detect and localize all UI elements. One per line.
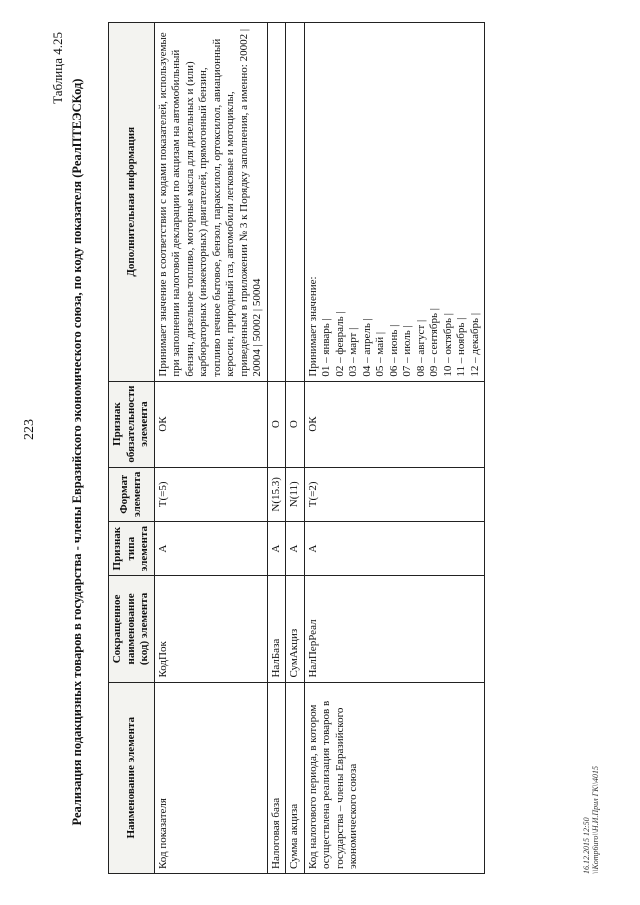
elements-table [108, 22, 485, 874]
month-item: 01 – январь | [320, 27, 334, 377]
month-item: 02 – февраль | [334, 27, 348, 377]
col-header-type: Признак типа элемента [109, 521, 155, 575]
cell-info-months [304, 23, 485, 382]
cell-name: Код налогового периода, в котором осуществлена реализация товаров в государства – члены Евразийского экономического союза [304, 682, 485, 873]
month-item: 10 – октябрь | [442, 27, 456, 377]
footer-path: \\Komp6uro\\Н.И.Прил ГК\\4015 [591, 766, 600, 874]
month-item: 06 – июнь | [388, 27, 402, 377]
col-header-name: Наименование элемента [109, 682, 155, 873]
cell-name: Налоговая база [267, 682, 286, 873]
col-header-required: Признак обязательности элемента [109, 381, 155, 467]
cell-name: Код показателя [154, 682, 267, 873]
cell-info: Принимает значение в соответствии с кодами показателей, используемые при заполнении налоговой декларации по акцизам на автомобильный бензин, дизельное топливо, моторные масла для дизельных и (или) карбюраторных (инжекторных) двигателей, прямогонный бензин, топливо печное бытовое, бензол, параксилол, ортоксилол, авиационный керосин, природный газ, автомобили легковые и мотоциклы, приведенным в приложении № 3 к Порядку заполнения, а именно: 20002 | 20004 | 50002 | 50004 [154, 23, 267, 382]
cell-type: А [267, 521, 286, 575]
col-header-info: Дополнительная информация [109, 23, 155, 382]
month-item: 05 – май | [374, 27, 388, 377]
table-row [304, 23, 485, 874]
cell-code: НалПерРеал [304, 576, 485, 682]
cell-format: Т(=5) [154, 467, 267, 521]
cell-info: Принимает значение: [306, 276, 319, 377]
col-header-code: Сокращенное наименование (код) элемента [109, 576, 155, 682]
cell-code: СумАкциз [286, 576, 305, 682]
cell-type: А [304, 521, 485, 575]
cell-type: А [286, 521, 305, 575]
month-item: 09 – сентябрь | [428, 27, 442, 377]
table-title: Реализация подакцизных товаров в государства - члены Евразийского экономического союза, по коду показателя (РеалПТЕЭСКод) [70, 78, 84, 826]
month-item: 07 – июль | [401, 27, 415, 377]
cell-required: ОК [154, 381, 267, 467]
month-item: 08 – август | [415, 27, 429, 377]
cell-info [286, 23, 305, 382]
cell-format: Т(=2) [304, 467, 485, 521]
page-number: 223 [22, 419, 37, 440]
month-item: 03 – март | [347, 27, 361, 377]
col-header-format: Формат элемента [109, 467, 155, 521]
cell-format: N(15.3) [267, 467, 286, 521]
table-row [154, 23, 267, 874]
cell-name: Сумма акциза [286, 682, 305, 873]
cell-type: А [154, 521, 267, 575]
cell-required: ОК [304, 381, 485, 467]
cell-required: О [286, 381, 305, 467]
cell-required: О [267, 381, 286, 467]
table-label: Таблица 4.25 [50, 32, 65, 104]
cell-info [267, 23, 286, 382]
table-row [267, 23, 286, 874]
month-item: 11 – ноябрь | [455, 27, 469, 377]
header-row [109, 23, 155, 874]
cell-code: КодПок [154, 576, 267, 682]
table-row [286, 23, 305, 874]
month-item: 04 – апрель | [361, 27, 375, 377]
cell-format: N(11) [286, 467, 305, 521]
footer-stamp [582, 766, 600, 874]
cell-code: НалБаза [267, 576, 286, 682]
footer-date: 16.12.2015 12:50 [582, 817, 591, 874]
rotated-sheet [46, 22, 606, 882]
month-item: 12 – декабрь | [469, 27, 483, 377]
